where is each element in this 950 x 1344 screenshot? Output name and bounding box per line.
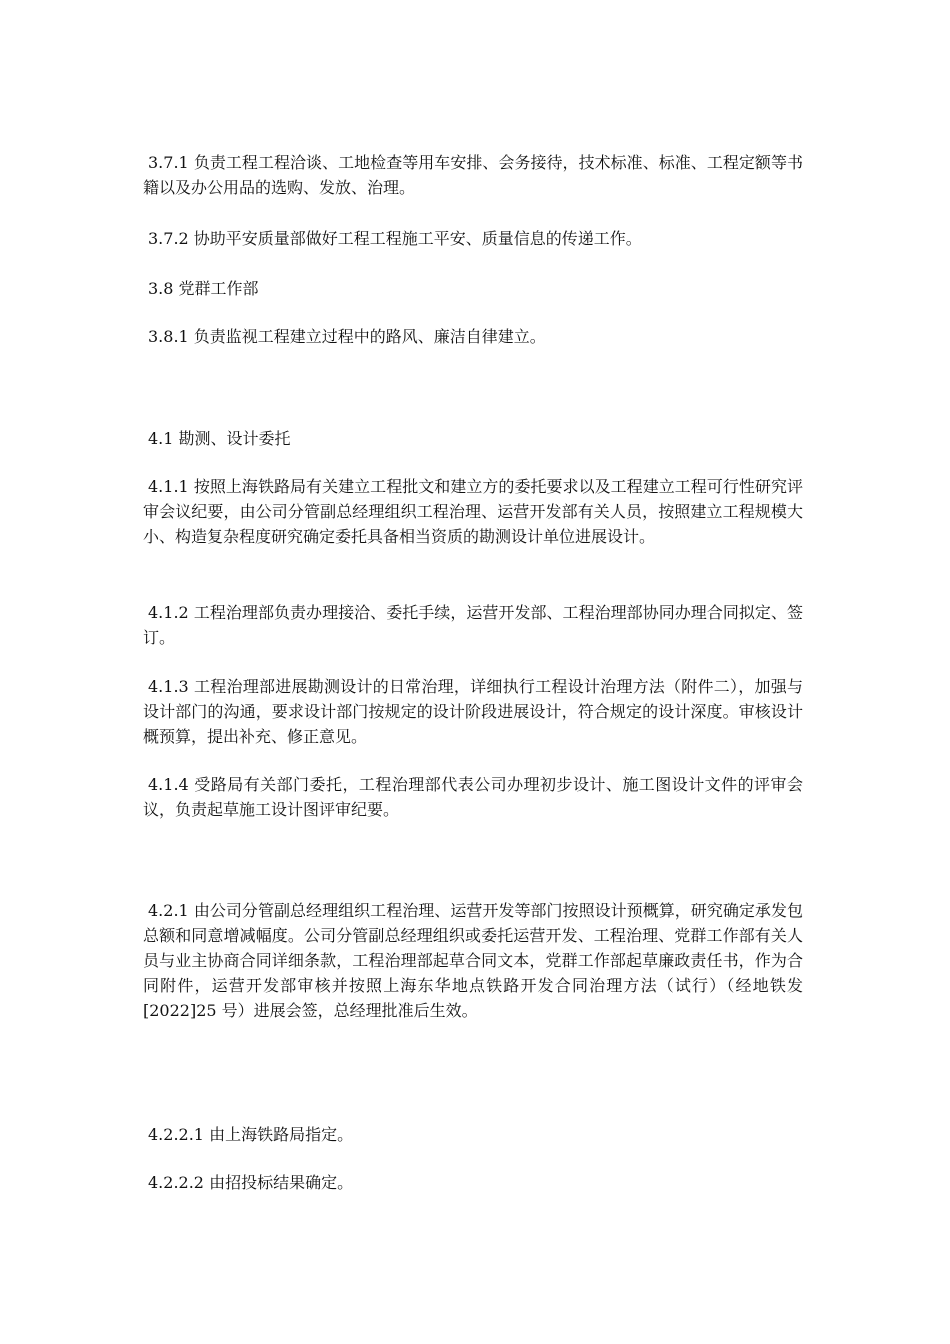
section-heading-4-1: 4.1 勘测、设计委托 bbox=[148, 429, 291, 448]
paragraph-4-1-3: 4.1.3 工程治理部进展勘测设计的日常治理，详细执行工程设计治理方法（附件二），加强与设计部门的沟通，要求设计部门按规定的设计阶段进展设计，符合规定的设计深度。审核设计概预算，提出补充、修正意见。 bbox=[143, 677, 803, 746]
paragraph-3-7-1: 3.7.1 负责工程工程洽谈、工地检查等用车安排、会务接待，技术标准、标准、工程定额等书籍以及办公用品的选购、发放、治理。 bbox=[143, 153, 803, 197]
paragraph-3-7-2: 3.7.2 协助平安质量部做好工程工程施工平安、质量信息的传递工作。 bbox=[148, 229, 642, 248]
paragraph-3-8-1: 3.8.1 负责监视工程建立过程中的路风、廉洁自律建立。 bbox=[148, 327, 546, 346]
paragraph-4-1-2: 4.1.2 工程治理部负责办理接洽、委托手续，运营开发部、工程治理部协同办理合同拟定、签订。 bbox=[143, 603, 803, 647]
paragraph-4-2-2-1: 4.2.2.1 由上海铁路局指定。 bbox=[148, 1125, 354, 1144]
paragraph-4-1-1: 4.1.1 按照上海铁路局有关建立工程批文和建立方的委托要求以及工程建立工程可行性研究评审会议纪要，由公司分管副总经理组织工程治理、运营开发部有关人员，按照建立工程规模大小、构造复杂程度研究确定委托具备相当资质的勘测设计单位进展设计。 bbox=[143, 477, 803, 546]
paragraph-4-2-2-2: 4.2.2.2 由招投标结果确定。 bbox=[148, 1173, 354, 1192]
paragraph-4-2-1: 4.2.1 由公司分管副总经理组织工程治理、运营开发等部门按照设计预概算，研究确定承发包总额和同意增减幅度。公司分管副总经理组织或委托运营开发、工程治理、党群工作部有关人员与业主协商合同详细条款，工程治理部起草合同文本，党群工作部起草廉政责任书，作为合同附件，运营开发部审核并按照上海东华地点铁路开发合同治理方法（试行）（经地铁发[2022]25 号）进展会签，总经理批准后生效。 bbox=[143, 901, 803, 1020]
section-heading-3-8: 3.8 党群工作部 bbox=[148, 279, 259, 298]
paragraph-4-1-4: 4.1.4 受路局有关部门委托，工程治理部代表公司办理初步设计、施工图设计文件的评审会议，负责起草施工设计图评审纪要。 bbox=[143, 775, 803, 819]
